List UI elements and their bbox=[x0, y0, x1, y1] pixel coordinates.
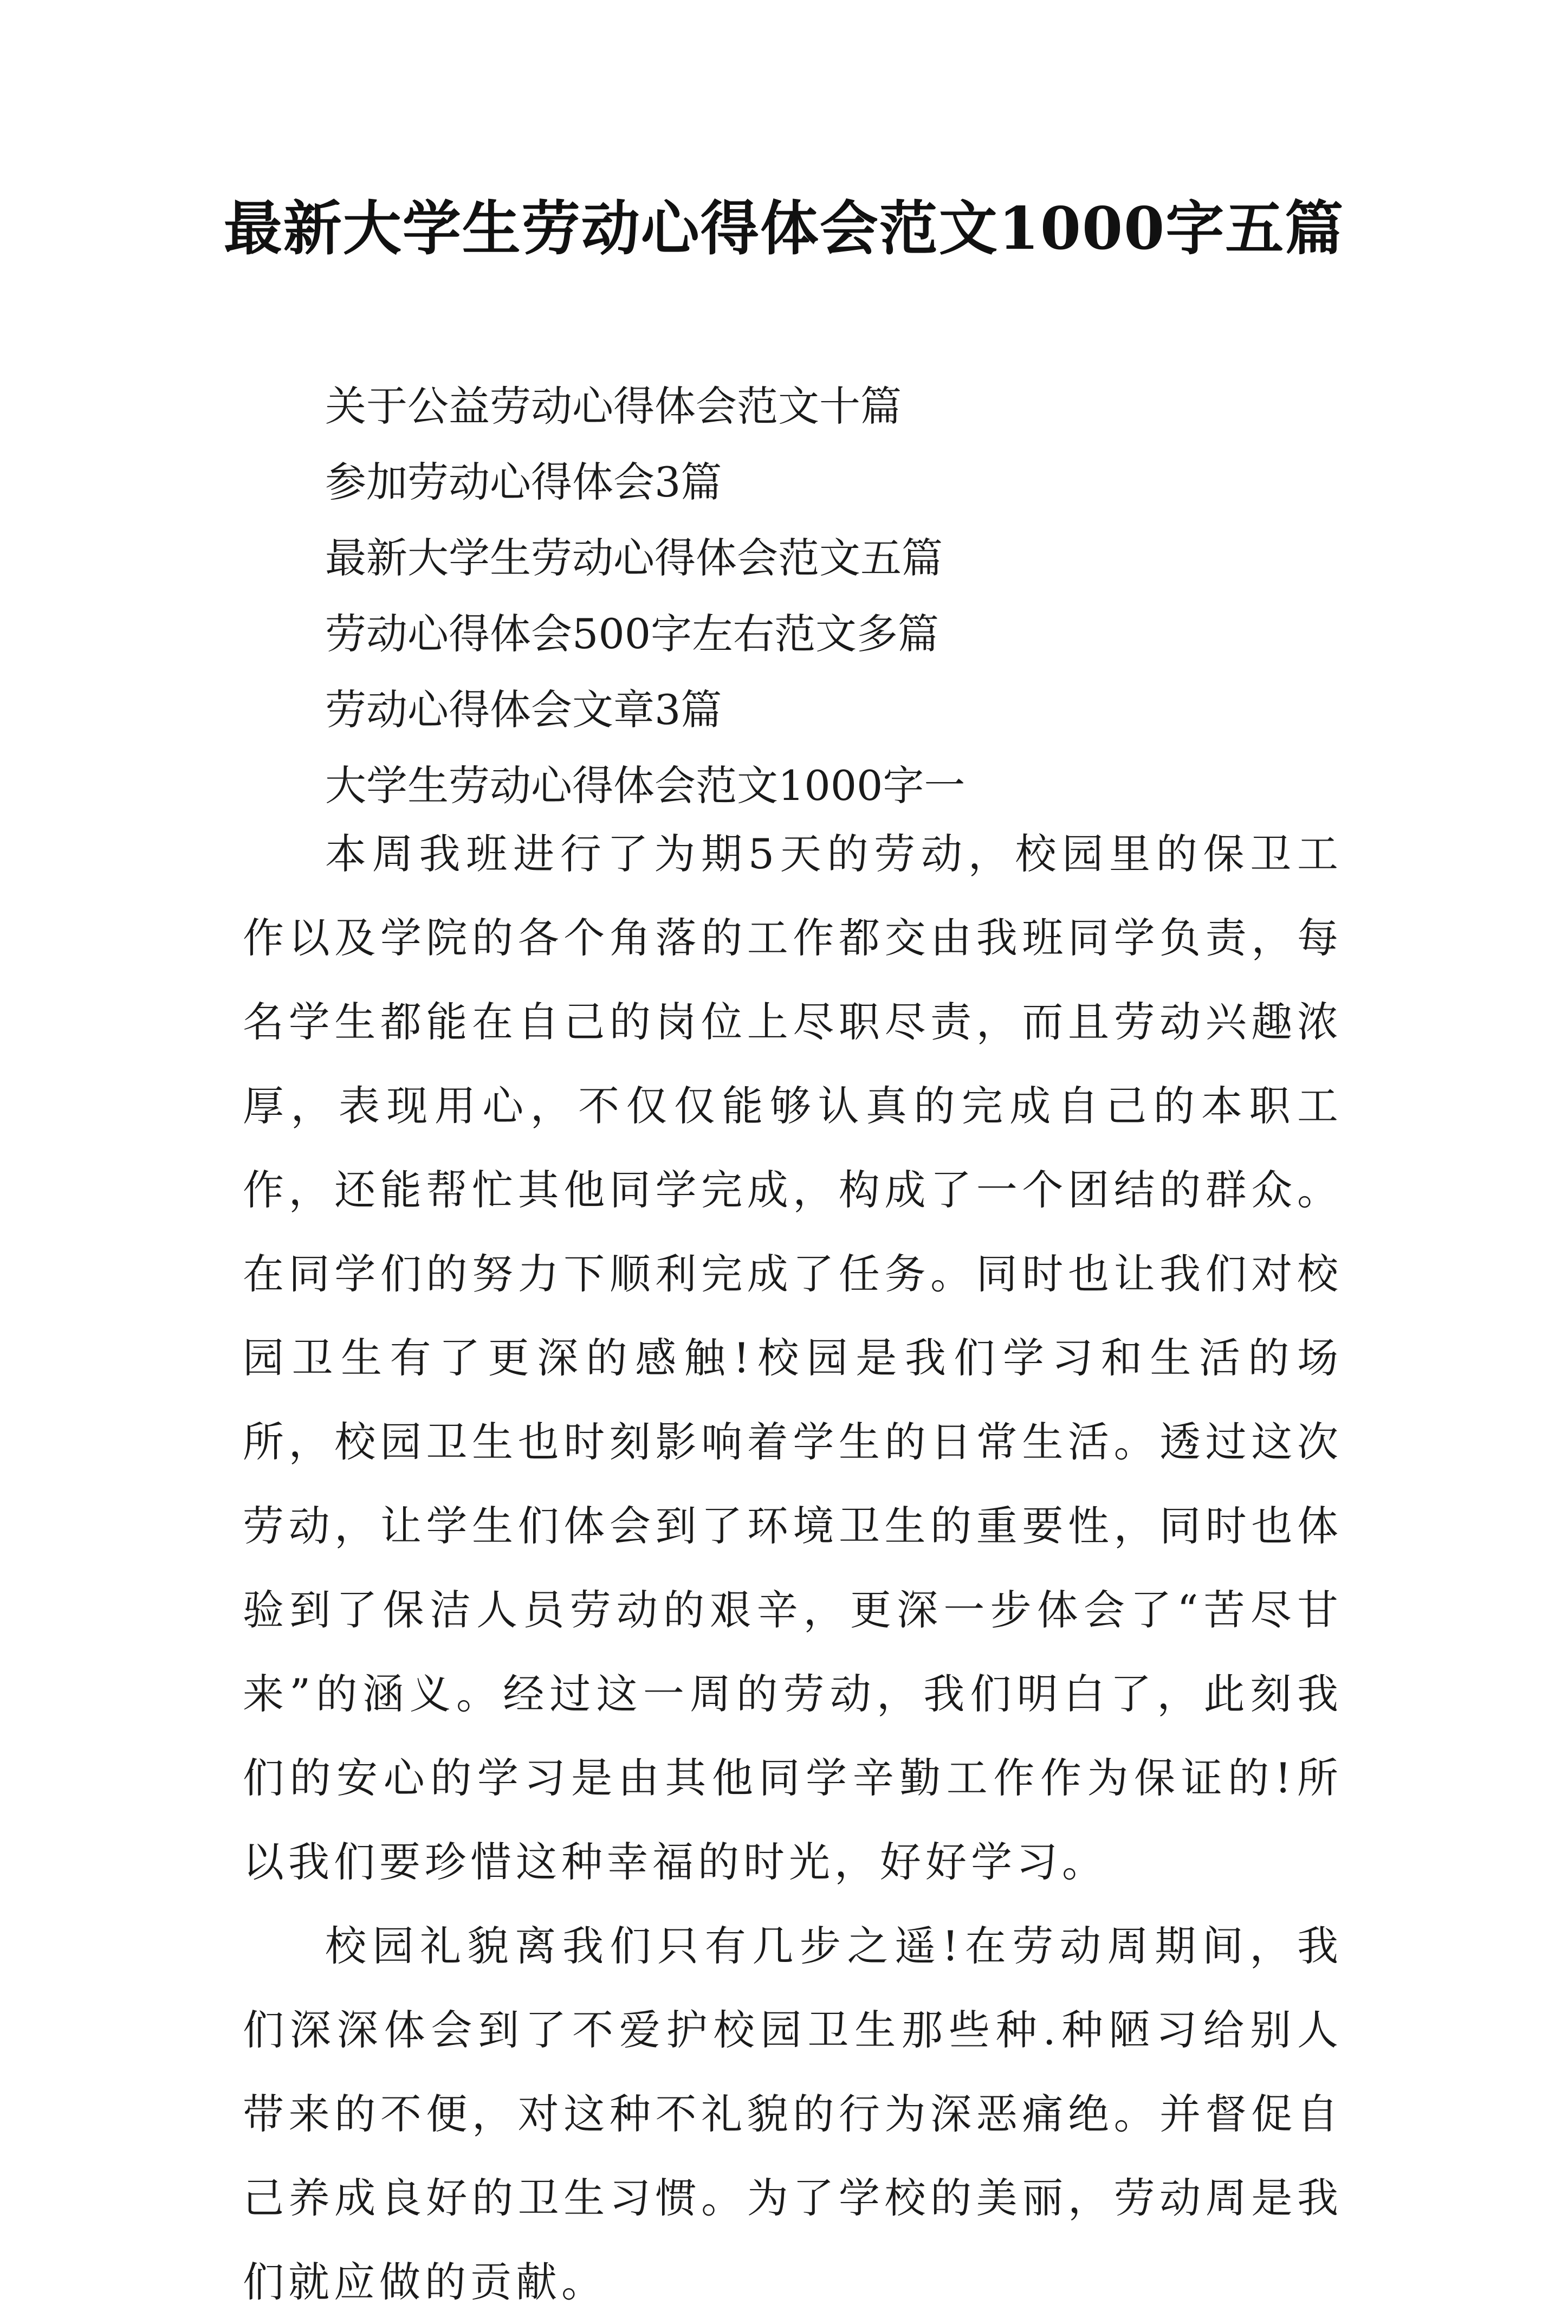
related-article-item: 大学生劳动心得体会范文1000字一 bbox=[325, 761, 966, 810]
related-article-item: 最新大学生劳动心得体会范文五篇 bbox=[325, 534, 943, 582]
related-article-item: 劳动心得体会文章3篇 bbox=[325, 686, 722, 734]
article-body bbox=[243, 812, 1343, 2324]
related-article-item: 参加劳动心得体会3篇 bbox=[325, 458, 722, 506]
body-paragraph: 本周我班进行了为期5天的劳动，校园里的保卫工作以及学院的各个角落的工作都交由我班同学负责，每名学生都能在自己的岗位上尽职尽责，而且劳动兴趣浓厚，表现用心，不仅仅能够认真的完成自己的本职工作，还能帮忙其他同学完成，构成了一个团结的群众。在同学们的努力下顺利完成了任务。同时也让我们对校园卫生有了更深的感触!校园是我们学习和生活的场所，校园卫生也时刻影响着学生的日常生活。透过这次劳动，让学生们体会到了环境卫生的重要性，同时也体验到了保洁人员劳动的艰辛，更深一步体会了“苦尽甘来”的涵义。经过这一周的劳动，我们明白了，此刻我们的安心的学习是由其他同学辛勤工作作为保证的!所以我们要珍惜这种幸福的时光，好好学习。 bbox=[243, 830, 1343, 1886]
document-title: 最新大学生劳动心得体会范文1000字五篇 bbox=[223, 195, 1345, 263]
related-article-item: 劳动心得体会500字左右范文多篇 bbox=[325, 610, 939, 658]
body-paragraph: 校园礼貌离我们只有几步之遥!在劳动周期间，我们深深体会到了不爱护校园卫生那些种.种陋习给别人带来的不便，对这种不礼貌的行为深恶痛绝。并督促自己养成良好的卫生习惯。为了学校的美丽，劳动周是我们就应做的贡献。 bbox=[243, 1922, 1343, 2306]
related-articles-list bbox=[325, 369, 1409, 824]
related-article-item: 关于公益劳动心得体会范文十篇 bbox=[325, 382, 902, 430]
